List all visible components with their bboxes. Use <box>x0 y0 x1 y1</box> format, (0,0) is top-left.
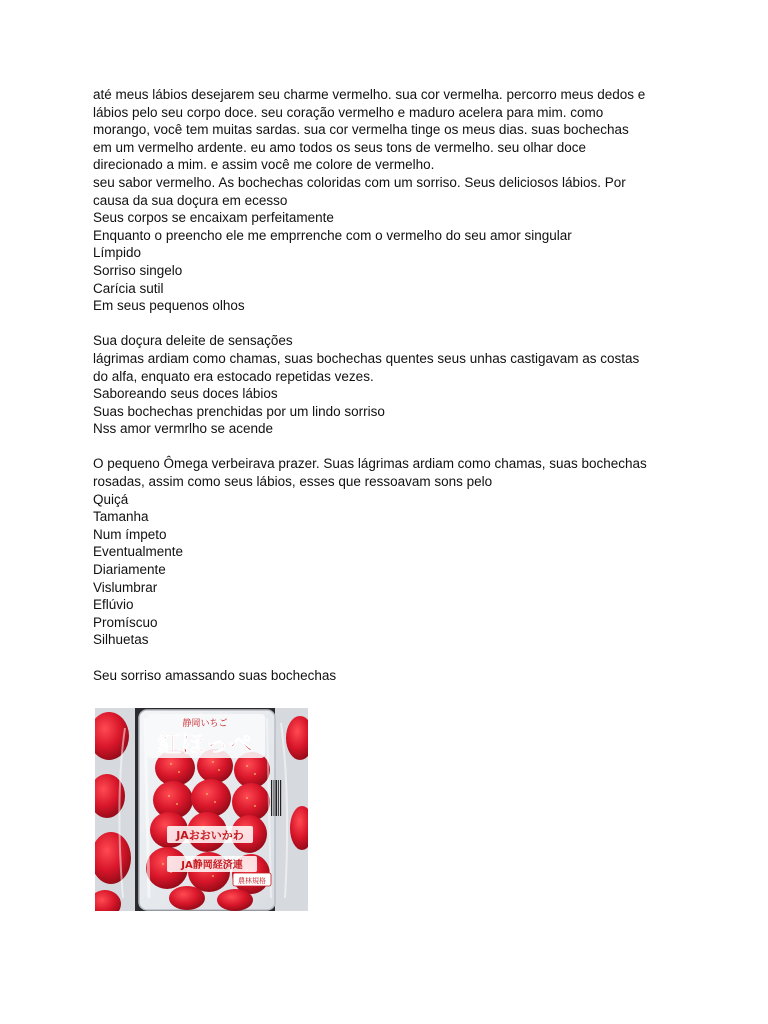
text-line: Carícia sutil <box>93 280 164 296</box>
blank-line <box>93 438 683 456</box>
text-line: O pequeno Ômega verbeirava prazer. Suas lágrimas ardiam como chamas, suas bochechas <box>93 456 647 472</box>
package-title: 紅ほっぺ <box>157 730 253 758</box>
text-line: Tamanha <box>93 509 149 525</box>
text-line: Sua doçura deleite de sensações <box>93 333 293 349</box>
text-line: lágrimas ardiam como chamas, suas bochechas quentes seus unhas castigavam as costas <box>93 350 640 366</box>
text-line: Em seus pequenos olhos <box>93 298 245 314</box>
brand-label-1: JAおおいかわ <box>176 829 244 842</box>
text-line: Vislumbrar <box>93 579 158 595</box>
brand-label-2: JA静岡経済連 <box>181 860 243 871</box>
package-subtitle: 静岡いちご <box>182 719 228 729</box>
text-line: morango, você tem muitas sardas. sua cor vermelha tinge os meus dias. suas bochechas <box>93 122 629 138</box>
text-line: Nss amor vermrlho se acende <box>93 421 274 437</box>
text-line: Num ímpeto <box>93 526 167 542</box>
text-line: Silhuetas <box>93 632 149 648</box>
text-line: Saboreando seus doces lábios <box>93 386 278 402</box>
text-line: Diariamente <box>93 562 166 578</box>
text-line: até meus lábios desejarem seu charme vermelho. sua cor vermelha. percorro meus dedos e <box>93 87 646 102</box>
strawberry-package-photo <box>95 708 308 911</box>
text-line: Eventualmente <box>93 544 184 560</box>
text-line: Límpido <box>93 245 142 261</box>
blank-line <box>93 649 683 667</box>
text-line: lábios pelo seu corpo doce. seu coração vermelho e maduro acelera para mim. como <box>93 104 604 120</box>
document-text <box>93 86 683 684</box>
text-line: Eflúvio <box>93 597 134 613</box>
text-line: Seu sorriso amassando suas bochechas <box>93 667 337 683</box>
text-line: direcionado a mim. e assim você me colore de vermelho. <box>93 157 435 173</box>
text-line: rosadas, assim como seus lábios, esses que ressoavam sons pelo <box>93 474 493 490</box>
text-line: Sorriso singelo <box>93 262 183 278</box>
text-line: Promíscuo <box>93 614 158 630</box>
text-line: causa da sua doçura em ecesso <box>93 192 288 208</box>
package-sticker: 農林規格 <box>238 877 266 885</box>
blank-line <box>93 315 683 333</box>
text-line: do alfa, enquato era estocado repetidas vezes. <box>93 368 374 384</box>
text-line: em um vermelho ardente. eu amo todos os seus tons de vermelho. seu olhar doce <box>93 139 587 155</box>
text-line: Enquanto o preencho ele me emprrenche com o vermelho do seu amor singular <box>93 227 572 243</box>
text-line: Seus corpos se encaixam perfeitamente <box>93 210 334 226</box>
text-line: seu sabor vermelho. As bochechas coloridas com um sorriso. Seus deliciosos lábios. Por <box>93 174 626 190</box>
text-line: Quiçá <box>93 491 129 507</box>
text-line: Suas bochechas prenchidas por um lindo sorriso <box>93 403 385 419</box>
